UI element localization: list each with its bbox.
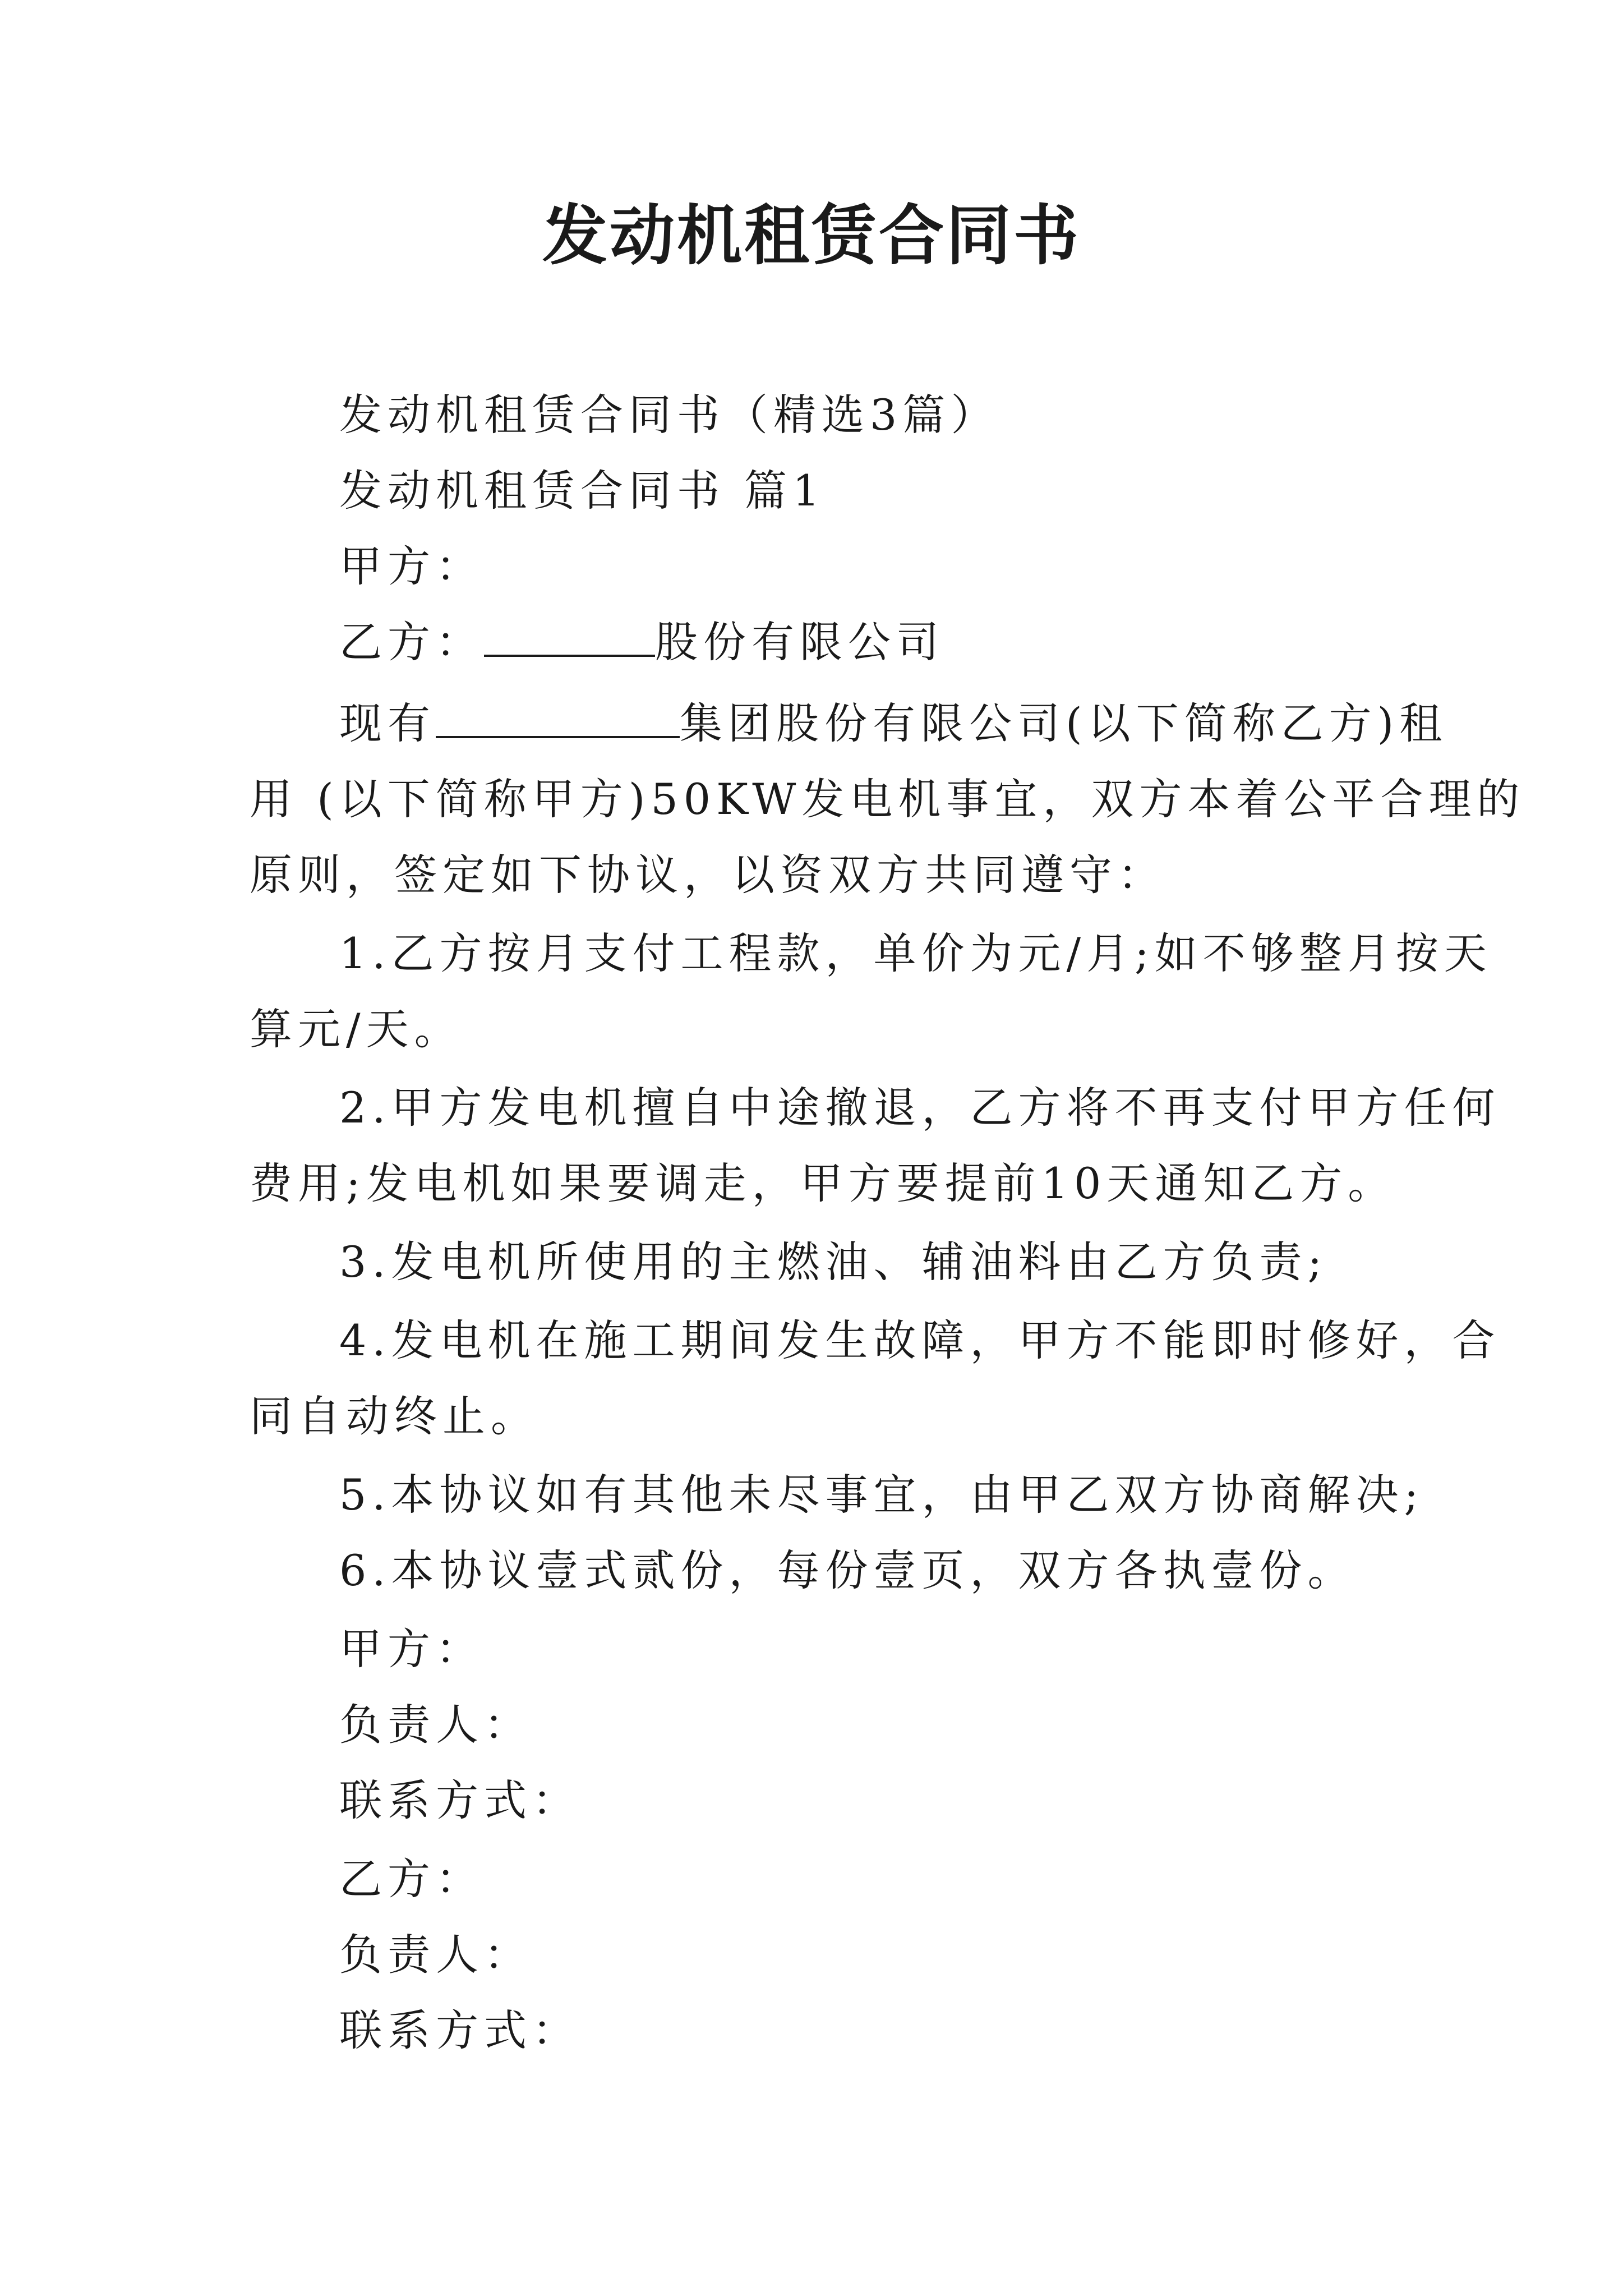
party-a-label: 甲方： — [339, 541, 484, 591]
clause-4-line-2: 同自动终止。 — [250, 1391, 539, 1441]
clause-1-line-1: 1.乙方按月支付工程款，单价为元/月;如不够整月按天 — [339, 928, 1492, 978]
party-b-suffix: 股份有限公司 — [655, 617, 944, 667]
clause-2-line-1: 2.甲方发电机擅自中途撤退，乙方将不再支付甲方任何 — [339, 1083, 1501, 1133]
clause-4-line-1: 4.发电机在施工期间发生故障，甲方不能即时修好，合 — [339, 1315, 1501, 1365]
clause-1-line-2: 算元/天。 — [250, 1004, 463, 1054]
party-b-prefix: 乙方： — [339, 617, 484, 667]
clause-5: 5.本协议如有其他未尽事宜，由甲乙双方协商解决; — [339, 1470, 1424, 1520]
intro-suffix: 集团股份有限公司(以下简称乙方)租 — [680, 698, 1448, 748]
clause-6: 6.本协议壹式贰份，每份壹页，双方各执壹份。 — [339, 1545, 1356, 1595]
signature-contact-a: 联系方式： — [339, 1775, 580, 1825]
signature-party-b: 乙方： — [339, 1854, 484, 1904]
document-subtitle: 发动机租赁合同书（精选3篇） — [339, 390, 999, 440]
signature-contact-b: 联系方式： — [339, 2005, 580, 2055]
intro-line-3: 原则，签定如下协议，以资双方共同遵守： — [250, 850, 1166, 900]
signature-person-b: 负责人： — [339, 1930, 532, 1980]
party-b-blank — [484, 615, 655, 657]
clause-2-line-2: 费用;发电机如果要调走，甲方要提前10天通知乙方。 — [250, 1158, 1396, 1208]
intro-line-2: 用 (以下简称甲方)50KW发电机事宜，双方本着公平合理的 — [250, 774, 1525, 824]
signature-party-a: 甲方： — [339, 1624, 484, 1674]
intro-line-1 — [339, 696, 1447, 752]
document-title: 发动机租赁合同书 — [542, 197, 1081, 274]
section-heading: 发动机租赁合同书 篇1 — [339, 466, 826, 516]
intro-prefix: 现有 — [339, 698, 436, 748]
signature-person-a: 负责人： — [339, 1700, 532, 1750]
clause-3: 3.发电机所使用的主燃油、辅油料由乙方负责; — [339, 1237, 1328, 1287]
intro-blank — [436, 697, 680, 738]
party-b-line — [339, 614, 944, 670]
